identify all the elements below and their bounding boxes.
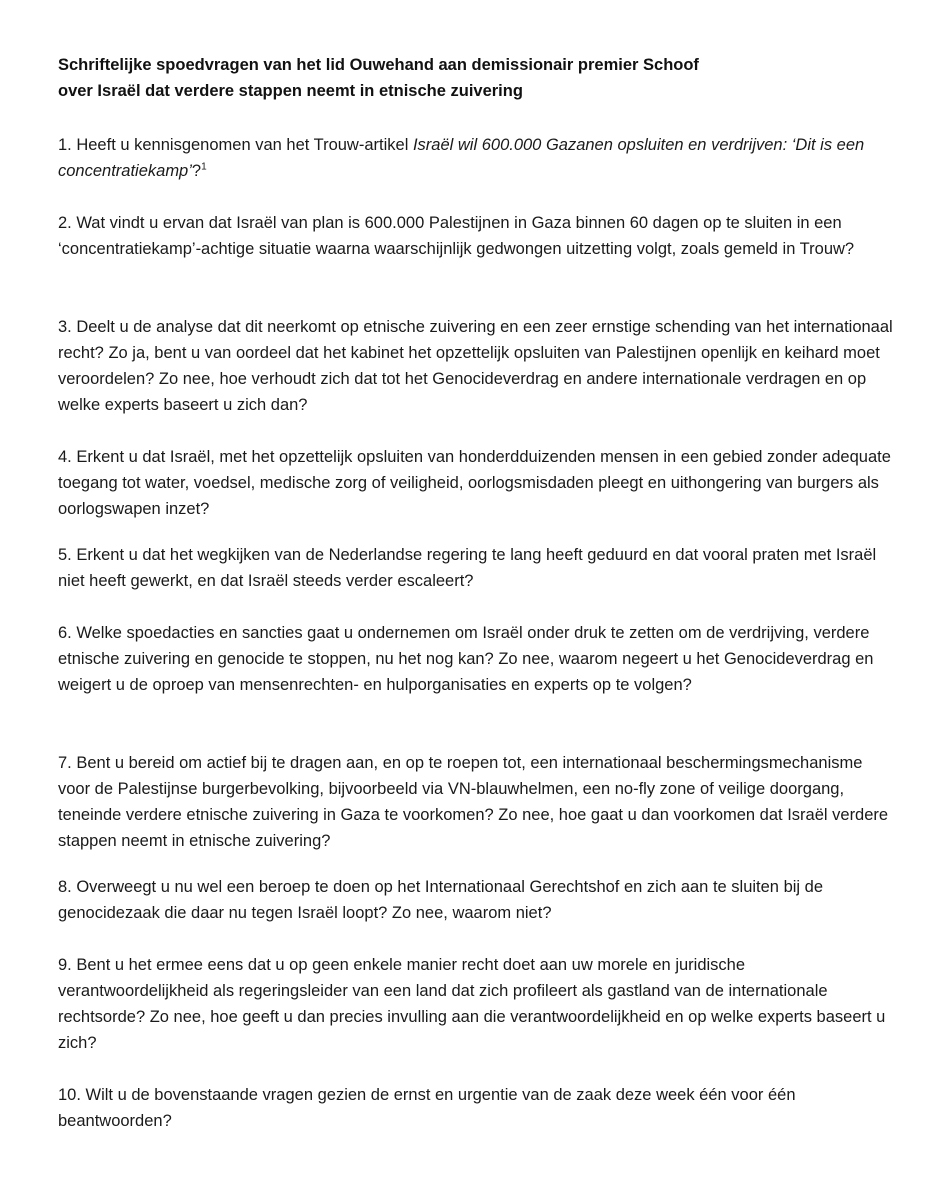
question-9: 9. Bent u het ermee eens dat u op geen enkele manier recht doet aan uw morele en juridische verantwoordelijkheid als regeringsleider van een land dat zich profileert als gastland van de internationale rechtsorde? Zo nee, hoe geeft u dan precies invulling aan die verantwoordelijkheid en op welke experts baseert u zich? xyxy=(58,956,886,1052)
question-6: 6. Welke spoedacties en sancties gaat u ondernemen om Israël onder druk te zetten om de verdrijving, verdere etnische zuivering en genocide te stoppen, nu het nog kan? Zo nee, waarom negeert u het Genocideverdrag en weigert u de oproep van mensenrechten- en hulporganisaties en experts op te volgen? xyxy=(58,624,874,694)
question-1-mark: ? xyxy=(191,162,202,180)
title-line-2: over Israël dat verdere stappen neemt in etnische zuivering xyxy=(58,82,523,100)
question-1 xyxy=(58,132,898,184)
question-5: 5. Erkent u dat het wegkijken van de Nederlandse regering te lang heeft geduurd en dat vooral praten met Israël niet heeft gewerkt, en dat Israël steeds verder escaleert? xyxy=(58,546,877,590)
title-line-1: Schriftelijke spoedvragen van het lid Ouwehand aan demissionair premier Schoof xyxy=(58,56,699,74)
document-title xyxy=(58,52,898,104)
document-page xyxy=(58,52,898,1130)
question-8: 8. Overweegt u nu wel een beroep te doen op het Internationaal Gerechtshof en zich aan te sluiten bij de genocidezaak die daar nu tegen Israël loopt? Zo nee, waarom niet? xyxy=(58,878,824,922)
question-3: 3. Deelt u de analyse dat dit neerkomt op etnische zuivering en een zeer ernstige schending van het internationaal recht? Zo ja, bent u van oordeel dat het kabinet het opzettelijk opsluiten van Palestijnen openlijk en keihard moet veroordelen? Zo nee, hoe verhoudt zich dat tot het Genocideverdrag en andere internationale verdragen en op welke experts baseert u zich dan? xyxy=(58,318,893,414)
article-title: Israël wil 600.000 Gazanen opsluiten en verdrijven: ‘Dit is een concentratiekamp’ xyxy=(58,136,865,180)
question-10: 10. Wilt u de bovenstaande vragen gezien de ernst en urgentie van de zaak deze week één voor één beantwoorden? xyxy=(58,1086,796,1130)
question-4: 4. Erkent u dat Israël, met het opzettelijk opsluiten van honderdduizenden mensen in een gebied zonder adequate toegang tot water, voedsel, medische zorg of veiligheid, oorlogsmisdaden pleegt en uithongering van burgers als oorlogswapen inzet? xyxy=(58,448,891,518)
question-1-text: 1. Heeft u kennisgenomen van het Trouw-artikel xyxy=(58,136,413,154)
question-2: 2. Wat vindt u ervan dat Israël van plan is 600.000 Palestijnen in Gaza binnen 60 dagen op te sluiten in een ‘concentratiekamp’-achtige situatie waarna waarschijnlijk gedwongen uitzetting volgt, zoals gemeld in Trouw? xyxy=(58,214,855,258)
question-7: 7. Bent u bereid om actief bij te dragen aan, en op te roepen tot, een internationaal beschermingsmechanisme voor de Palestijnse burgerbevolking, bijvoorbeeld via VN-blauwhelmen, een no-fly zone of veilige doorgang, teneinde verdere etnische zuivering in Gaza te voorkomen? Zo nee, hoe gaat u dan voorkomen dat Israël verdere stappen neemt in etnische zuivering? xyxy=(58,754,889,850)
footnote-marker: 1 xyxy=(201,161,207,173)
